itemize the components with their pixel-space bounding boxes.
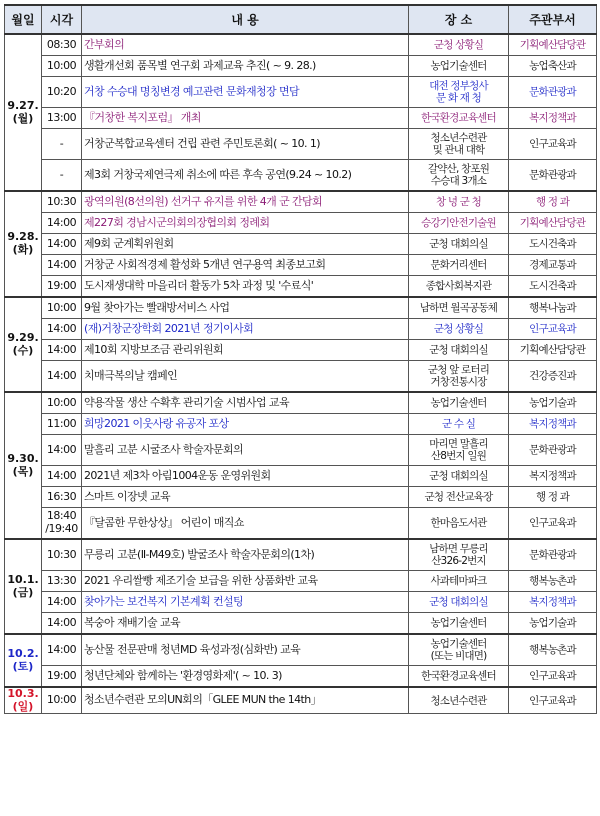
place-cell xyxy=(409,276,509,298)
text-line: 14:00 xyxy=(46,321,77,335)
text-line: 행복농촌과 xyxy=(529,643,576,656)
dept-cell xyxy=(509,392,597,414)
text-line: /19:40 xyxy=(45,522,78,535)
content-cell: 청소년수련관 모의UN회의「GLEE MUN the 14th」 xyxy=(82,687,409,714)
content-cell: 제9회 군계획위원회 xyxy=(82,234,409,255)
date-line: (화) xyxy=(12,243,34,256)
text-line: 문화관광과 xyxy=(529,168,576,181)
text-line: 군청 대회의실 xyxy=(429,343,488,356)
dept-cell xyxy=(509,435,597,466)
place-cell xyxy=(409,34,509,56)
table-row xyxy=(5,255,597,276)
time-cell xyxy=(42,160,82,192)
place-cell xyxy=(409,592,509,613)
date-cell xyxy=(5,687,42,714)
text-line: 10:30 xyxy=(46,194,77,208)
dept-cell xyxy=(509,592,597,613)
text-line: - xyxy=(59,136,64,150)
text-line: 한국환경교육센터 xyxy=(421,669,496,682)
text-line: 10:00 xyxy=(46,300,77,314)
text-line: 행 정 과 xyxy=(535,490,570,503)
text-line: 10:00 xyxy=(46,58,77,72)
text-line: 19:00 xyxy=(46,668,77,682)
table-row xyxy=(5,108,597,129)
text-line: 군청 대회의실 xyxy=(429,469,488,482)
date-line: 9.30. xyxy=(7,451,39,465)
date-line: 9.27. xyxy=(7,98,39,112)
schedule-header xyxy=(5,5,597,34)
text-line: 14:00 xyxy=(46,236,77,250)
place-cell xyxy=(409,666,509,688)
table-row xyxy=(5,340,597,361)
date-cell xyxy=(5,539,42,634)
table-row xyxy=(5,191,597,213)
table-row xyxy=(5,234,597,255)
dept-cell xyxy=(509,666,597,688)
date-cell xyxy=(5,34,42,191)
text-line: 청소년수련관 xyxy=(430,694,487,707)
dept-cell xyxy=(509,213,597,234)
place-cell xyxy=(409,466,509,487)
text-line: 14:00 xyxy=(46,442,77,456)
content-cell: 생활개선회 품목별 연구회 과제교육 추진( ~ 9. 28.) xyxy=(82,56,409,77)
schedule-body xyxy=(5,34,597,714)
text-line: 14:00 xyxy=(46,615,77,629)
text-line: 기획예산담당관 xyxy=(519,38,586,51)
time-cell xyxy=(42,466,82,487)
header-date: 월일 xyxy=(5,5,42,34)
place-cell xyxy=(409,319,509,340)
table-row xyxy=(5,666,597,688)
place-cell xyxy=(409,213,509,234)
text-line: 농업기술센터 xyxy=(430,396,487,409)
time-cell xyxy=(42,414,82,435)
text-line: 14:00 xyxy=(46,215,77,229)
text-line: 인구교육과 xyxy=(529,322,576,335)
dept-cell xyxy=(509,361,597,393)
text-line: 도시건축과 xyxy=(529,237,576,250)
text-line: 사과테마파크 xyxy=(430,574,487,587)
place-cell xyxy=(409,392,509,414)
text-line: 인구교육과 xyxy=(529,516,576,529)
place-cell xyxy=(409,435,509,466)
text-line: 마리면 말흘리 xyxy=(429,437,488,450)
date-line: (수) xyxy=(12,343,34,357)
content-cell: 2021 우리쌀빵 제조기술 보급을 위한 상품화반 교육 xyxy=(82,571,409,592)
date-cell xyxy=(5,392,42,539)
dept-cell xyxy=(509,613,597,635)
date-line: 9.29. xyxy=(7,330,39,344)
text-line: 청소년수련관 xyxy=(430,131,487,144)
text-line: 농업기술센터 xyxy=(430,616,487,629)
date-line: 10.2. xyxy=(7,646,39,660)
place-cell xyxy=(409,129,509,160)
time-cell xyxy=(42,487,82,508)
text-line: 14:00 xyxy=(46,594,77,608)
content-cell: 찾아가는 보건복지 기본계획 컨설팅 xyxy=(82,592,409,613)
dept-cell xyxy=(509,466,597,487)
table-row xyxy=(5,539,597,571)
content-cell: 말흘리 고분 시굴조사 학술자문회의 xyxy=(82,435,409,466)
text-line: 11:00 xyxy=(46,416,77,430)
text-line: 농업기술과 xyxy=(529,396,576,409)
date-cell xyxy=(5,297,42,392)
text-line: 대전 정부청사 xyxy=(429,79,488,92)
date-cell xyxy=(5,191,42,297)
dept-cell xyxy=(509,34,597,56)
text-line: 수승대 3개소 xyxy=(430,175,487,187)
content-cell: 간부회의 xyxy=(82,34,409,56)
text-line: 08:30 xyxy=(46,37,77,51)
time-cell xyxy=(42,108,82,129)
content-cell: 도시재생대학 마을리더 활동가 5차 과정 및 '수료식' xyxy=(82,276,409,298)
content-cell: 거창군복합교육센터 건립 관련 주민토론회( ~ 10. 1) xyxy=(82,129,409,160)
text-line: 16:30 xyxy=(46,489,77,503)
text-line: 경제교통과 xyxy=(529,258,576,271)
text-line: 기획예산담당관 xyxy=(519,343,586,356)
time-cell xyxy=(42,77,82,108)
date-line: 10.3. xyxy=(7,687,39,700)
text-line: - xyxy=(59,167,64,181)
place-cell xyxy=(409,414,509,435)
text-line: 건강증진과 xyxy=(529,369,576,382)
text-line: 13:30 xyxy=(46,573,77,587)
time-cell xyxy=(42,539,82,571)
text-line: 군청 상황실 xyxy=(433,38,484,51)
dept-cell xyxy=(509,129,597,160)
time-cell xyxy=(42,56,82,77)
time-cell xyxy=(42,634,82,666)
text-line: 14:00 xyxy=(46,368,77,382)
header-content: 내 용 xyxy=(82,5,409,34)
content-cell: 『거창한 복지포럼』 개최 xyxy=(82,108,409,129)
time-cell xyxy=(42,129,82,160)
content-cell: 2021년 제3차 아림1004운동 운영위원회 xyxy=(82,466,409,487)
time-cell xyxy=(42,435,82,466)
time-cell xyxy=(42,613,82,635)
place-cell xyxy=(409,191,509,213)
table-row xyxy=(5,487,597,508)
time-cell xyxy=(42,234,82,255)
time-cell xyxy=(42,213,82,234)
place-cell xyxy=(409,297,509,319)
text-line: 복지정책과 xyxy=(529,469,576,482)
table-row xyxy=(5,613,597,635)
text-line: 군청 앞 로터리 xyxy=(427,363,490,376)
text-line: 14:00 xyxy=(46,257,77,271)
table-row xyxy=(5,634,597,666)
text-line: 남하면 월곡공동체 xyxy=(419,301,498,314)
text-line: 군청 대회의실 xyxy=(429,237,488,250)
table-row xyxy=(5,34,597,56)
text-line: 10:00 xyxy=(46,693,77,707)
dept-cell xyxy=(509,571,597,592)
place-cell xyxy=(409,539,509,571)
header-dept: 주관부서 xyxy=(509,5,597,34)
dept-cell xyxy=(509,319,597,340)
content-cell: 복숭아 재배기술 교육 xyxy=(82,613,409,635)
text-line: 18:40 xyxy=(46,509,77,523)
content-cell: 광역의원(8선의원) 선거구 유지를 위한 4개 군 간담회 xyxy=(82,191,409,213)
content-cell: 9월 찾아가는 빨래방서비스 사업 xyxy=(82,297,409,319)
content-cell: 거창군 사회적경제 활성화 5개년 연구용역 최종보고회 xyxy=(82,255,409,276)
table-row xyxy=(5,687,597,714)
text-line: 문화관광과 xyxy=(529,548,576,561)
place-cell xyxy=(409,255,509,276)
table-row xyxy=(5,361,597,393)
table-row xyxy=(5,56,597,77)
header-place: 장 소 xyxy=(409,5,509,34)
place-cell xyxy=(409,571,509,592)
table-row xyxy=(5,129,597,160)
dept-cell xyxy=(509,160,597,192)
text-line: 행복나눔과 xyxy=(529,301,576,314)
table-row xyxy=(5,77,597,108)
dept-cell xyxy=(509,508,597,540)
text-line: 19:00 xyxy=(46,278,77,292)
time-cell xyxy=(42,276,82,298)
date-line: 10.1. xyxy=(7,572,39,586)
dept-cell xyxy=(509,77,597,108)
text-line: 농업기술과 xyxy=(529,616,576,629)
date-line: (일) xyxy=(12,699,34,713)
text-line: 도시건축과 xyxy=(529,279,576,292)
content-cell: 약용작물 생산 수확후 관리기술 시범사업 교육 xyxy=(82,392,409,414)
content-cell: 농산물 전문판매 청년MD 육성과정(심화반) 교육 xyxy=(82,634,409,666)
content-cell: 청년단체와 함께하는 '환경영화제'( ~ 10. 3) xyxy=(82,666,409,688)
table-row xyxy=(5,435,597,466)
table-row xyxy=(5,466,597,487)
table-row xyxy=(5,276,597,298)
dept-cell xyxy=(509,191,597,213)
time-cell xyxy=(42,255,82,276)
text-line: 산326-2번지 xyxy=(431,555,486,567)
time-cell xyxy=(42,508,82,540)
text-line: 농업기술센터 xyxy=(430,59,487,72)
text-line: 행복농촌과 xyxy=(529,574,576,587)
content-cell: 제3회 거창국제연극제 취소에 따른 후속 공연(9.24 ~ 10.2) xyxy=(82,160,409,192)
time-cell xyxy=(42,666,82,688)
time-cell xyxy=(42,297,82,319)
dept-cell xyxy=(509,56,597,77)
text-line: 인구교육과 xyxy=(529,669,576,682)
text-line: 거창전통시장 xyxy=(430,376,487,388)
content-cell: 제227회 경남시군의회의장협의회 정례회 xyxy=(82,213,409,234)
dept-cell xyxy=(509,255,597,276)
text-line: 한마음도서관 xyxy=(430,516,487,529)
text-line: 13:00 xyxy=(46,110,77,124)
time-cell xyxy=(42,687,82,714)
place-cell xyxy=(409,234,509,255)
text-line: 10:30 xyxy=(46,547,77,561)
text-line: 문화관광과 xyxy=(529,85,576,98)
content-cell: 무릉리 고분(Ⅱ-M49호) 발굴조사 학술자문회의(1차) xyxy=(82,539,409,571)
place-cell xyxy=(409,56,509,77)
text-line: 14:00 xyxy=(46,642,77,656)
place-cell xyxy=(409,108,509,129)
text-line: 종합사회복지관 xyxy=(425,279,492,292)
time-cell xyxy=(42,571,82,592)
text-line: (또는 비대면) xyxy=(430,650,487,662)
header-time: 시각 xyxy=(42,5,82,34)
time-cell xyxy=(42,392,82,414)
dept-cell xyxy=(509,414,597,435)
dept-cell xyxy=(509,487,597,508)
text-line: 군 수 실 xyxy=(441,417,476,430)
content-cell: 거창 수승대 명칭변경 예고관련 문화재청장 면담 xyxy=(82,77,409,108)
text-line: 복지정책과 xyxy=(529,417,576,430)
table-row xyxy=(5,297,597,319)
place-cell xyxy=(409,160,509,192)
date-line: (월) xyxy=(12,111,34,125)
content-cell: 『달콤한 무한상상』 어린이 매직쇼 xyxy=(82,508,409,540)
text-line: 농업기술센터 xyxy=(430,637,487,650)
text-line: 복지정책과 xyxy=(529,595,576,608)
place-cell xyxy=(409,613,509,635)
place-cell xyxy=(409,361,509,393)
text-line: 문 화 재 청 xyxy=(436,92,481,104)
place-cell xyxy=(409,340,509,361)
text-line: 복지정책과 xyxy=(529,111,576,124)
text-line: 14:00 xyxy=(46,468,77,482)
table-row xyxy=(5,592,597,613)
text-line: 인구교육과 xyxy=(529,694,576,707)
schedule-table xyxy=(4,4,597,714)
time-cell xyxy=(42,340,82,361)
text-line: 농업축산과 xyxy=(529,59,576,72)
place-cell xyxy=(409,487,509,508)
text-line: 문화관광과 xyxy=(529,443,576,456)
time-cell xyxy=(42,191,82,213)
text-line: 기획예산담당관 xyxy=(519,216,586,229)
text-line: 군청 상황실 xyxy=(433,322,484,335)
table-row xyxy=(5,213,597,234)
content-cell: 제10회 지방보조금 관리위원회 xyxy=(82,340,409,361)
text-line: 승강기안전기술원 xyxy=(421,216,496,229)
time-cell xyxy=(42,592,82,613)
table-row xyxy=(5,414,597,435)
text-line: 갈약산, 창포원 xyxy=(427,162,490,175)
date-cell xyxy=(5,634,42,687)
table-row xyxy=(5,508,597,540)
date-line: (토) xyxy=(12,659,34,673)
text-line: 군청 대회의실 xyxy=(429,595,488,608)
text-line: 10:20 xyxy=(46,84,77,98)
text-line: 인구교육과 xyxy=(529,137,576,150)
time-cell xyxy=(42,34,82,56)
text-line: 남하면 무릉리 xyxy=(429,542,488,555)
text-line: 창 녕 군 청 xyxy=(436,195,481,208)
time-cell xyxy=(42,319,82,340)
time-cell xyxy=(42,361,82,393)
date-line: (목) xyxy=(12,464,34,478)
text-line: 산8번지 일원 xyxy=(430,450,487,462)
place-cell xyxy=(409,508,509,540)
dept-cell xyxy=(509,687,597,714)
content-cell: 스마트 이장넷 교육 xyxy=(82,487,409,508)
dept-cell xyxy=(509,634,597,666)
content-cell: (재)거창군장학회 2021년 정기이사회 xyxy=(82,319,409,340)
dept-cell xyxy=(509,234,597,255)
table-row xyxy=(5,160,597,192)
text-line: 한국환경교육센터 xyxy=(421,111,496,124)
text-line: 행 정 과 xyxy=(535,195,570,208)
text-line: 14:00 xyxy=(46,342,77,356)
content-cell: 희망2021 이웃사랑 유공자 포상 xyxy=(82,414,409,435)
date-line: (금) xyxy=(12,585,34,599)
table-row xyxy=(5,392,597,414)
text-line: 및 관내 대학 xyxy=(432,144,485,156)
text-line: 10:00 xyxy=(46,395,77,409)
text-line: 군청 전산교육장 xyxy=(424,490,493,503)
place-cell xyxy=(409,77,509,108)
dept-cell xyxy=(509,297,597,319)
dept-cell xyxy=(509,276,597,298)
place-cell xyxy=(409,687,509,714)
dept-cell xyxy=(509,539,597,571)
table-row xyxy=(5,571,597,592)
content-cell: 치매극복의날 캠페인 xyxy=(82,361,409,393)
table-row xyxy=(5,319,597,340)
dept-cell xyxy=(509,340,597,361)
date-line: 9.28. xyxy=(7,230,39,244)
dept-cell xyxy=(509,108,597,129)
place-cell xyxy=(409,634,509,666)
text-line: 문화거리센터 xyxy=(430,258,487,271)
